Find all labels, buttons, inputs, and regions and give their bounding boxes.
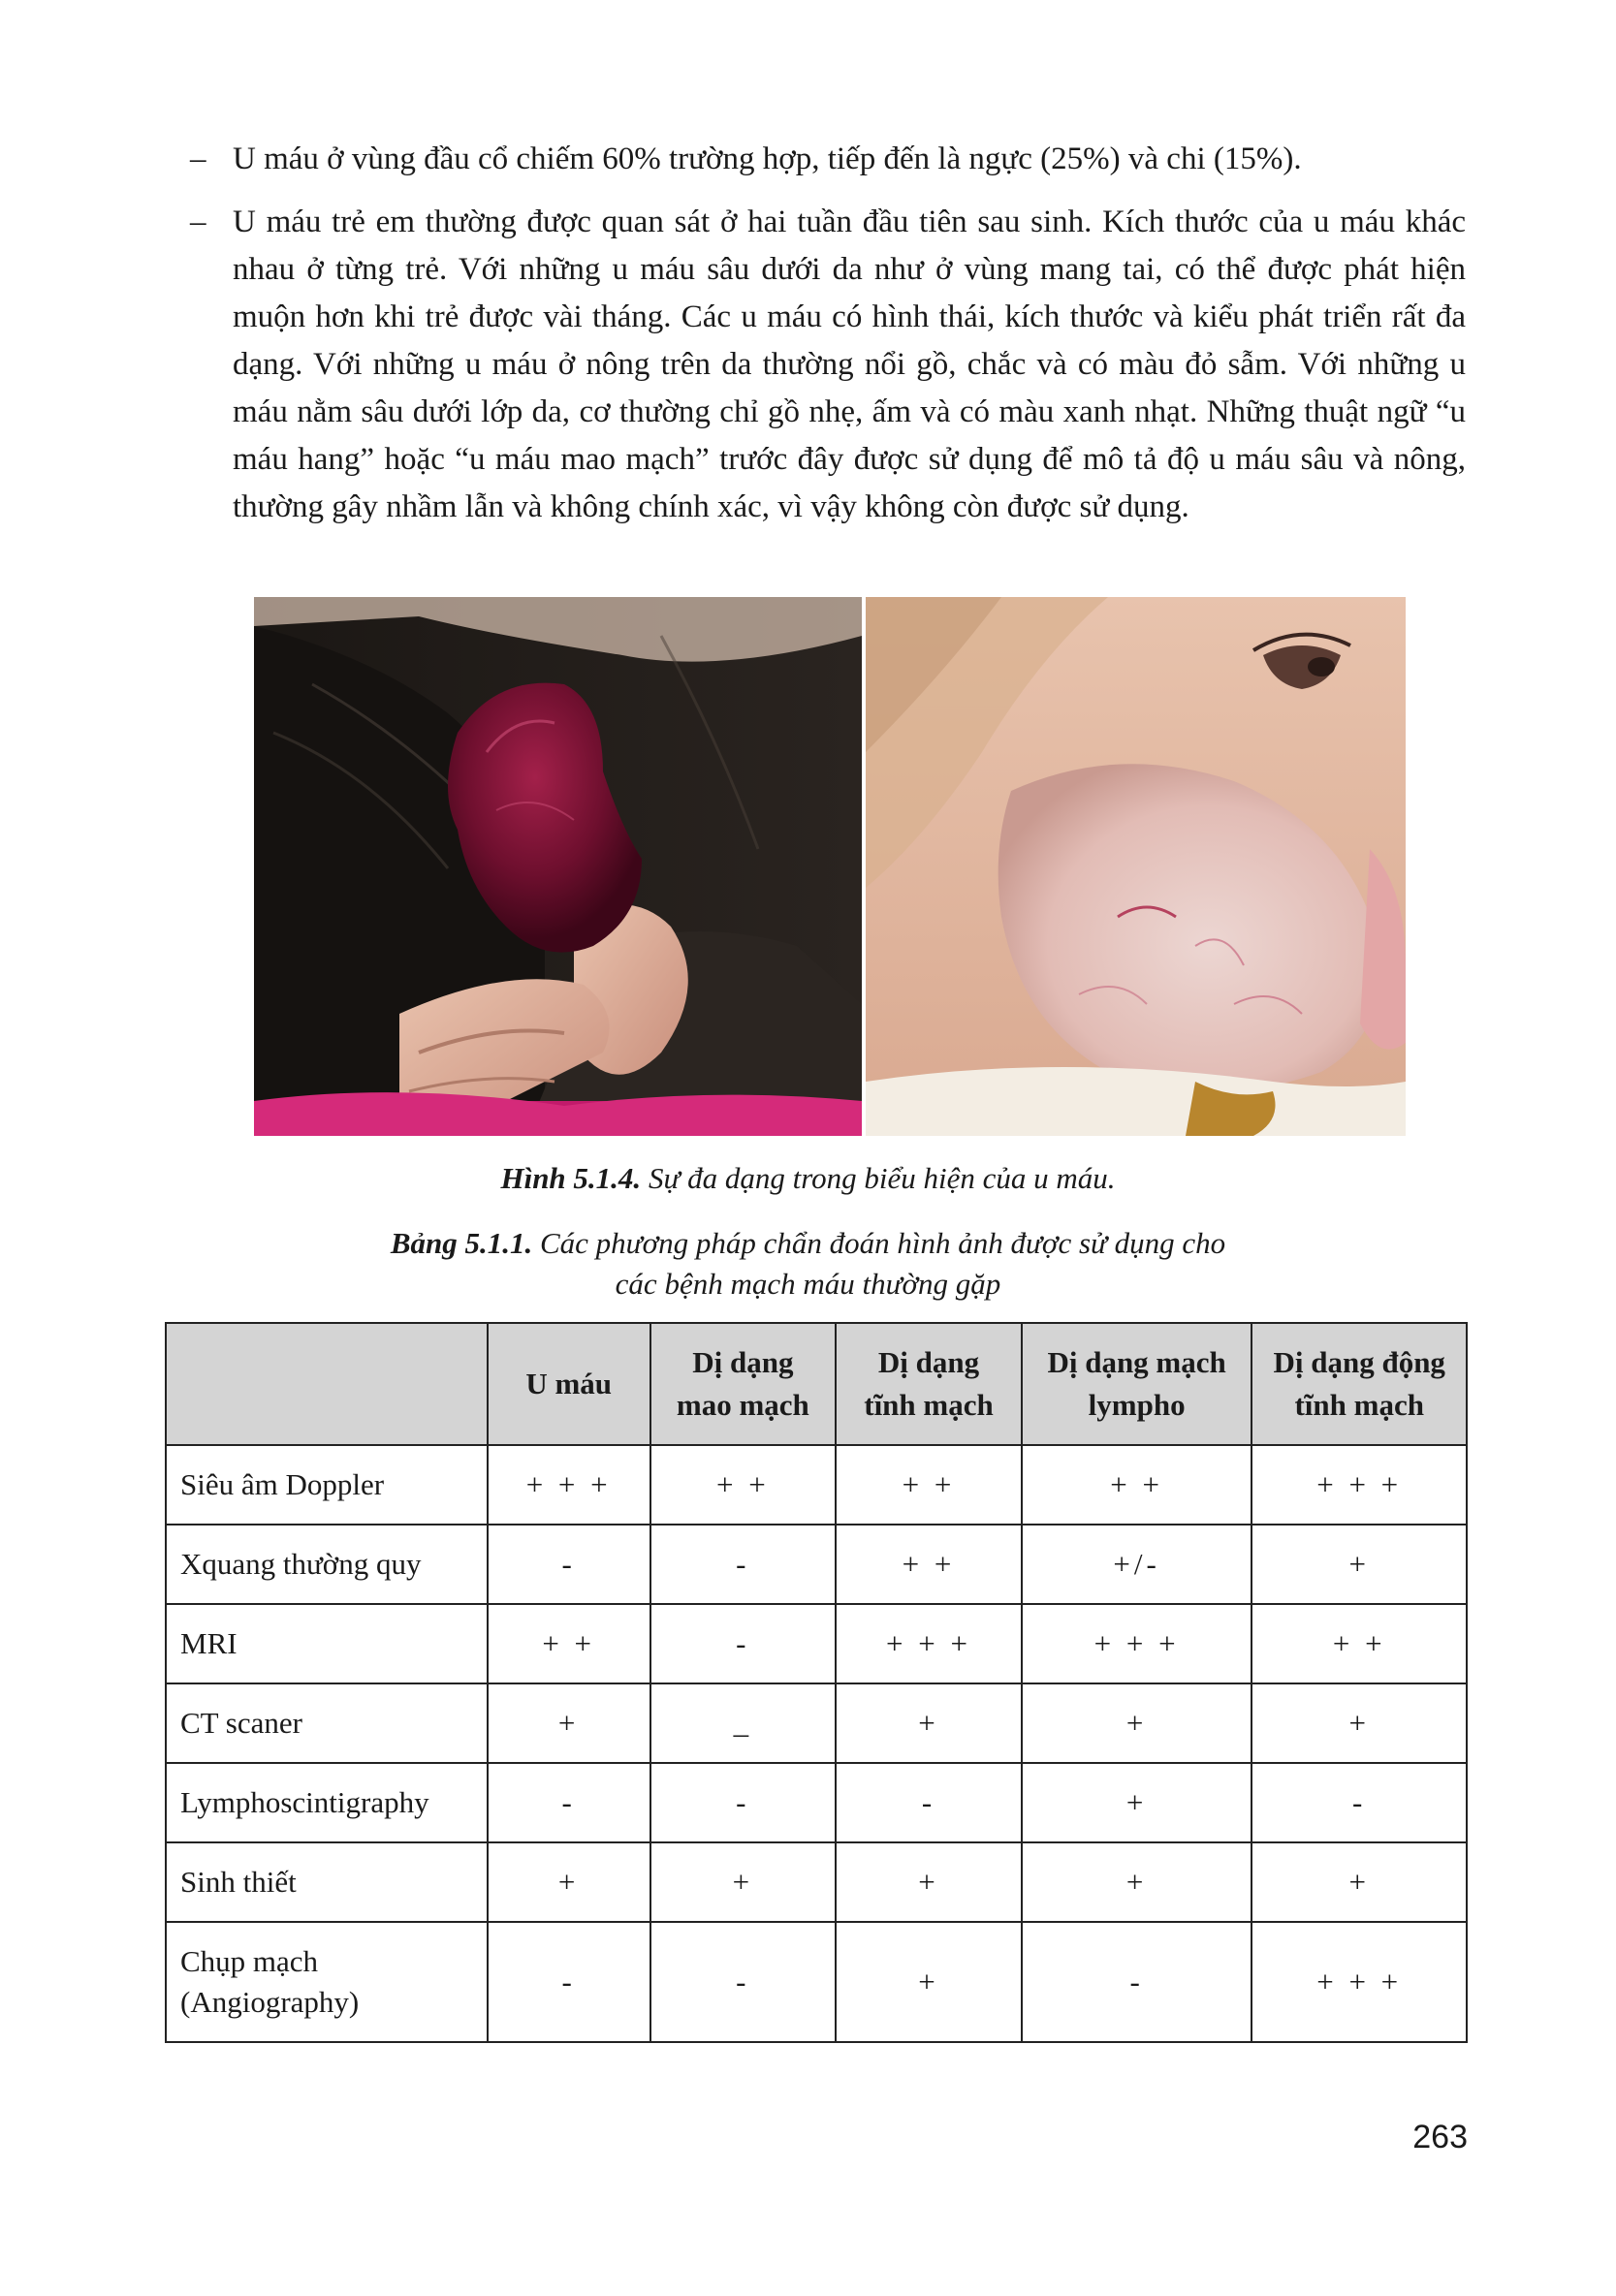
table-cell: +	[488, 1842, 650, 1922]
table-cell: +	[836, 1922, 1022, 2042]
table-row-label: Chụp mạch (Angiography)	[166, 1922, 488, 2042]
table-caption-line-1	[0, 1223, 1616, 1264]
photo-cheek-hemangioma	[866, 597, 1406, 1136]
table-caption-text-1: Các phương pháp chẩn đoán hình ảnh được sử dụng cho	[532, 1226, 1226, 1260]
table-row	[166, 1525, 1467, 1604]
table-header-cell: Dị dạng mao mạch	[650, 1323, 837, 1445]
table-row-label: Lymphoscintigraphy	[166, 1763, 488, 1842]
bullet-item	[190, 199, 1466, 531]
table-cell: -	[650, 1604, 837, 1683]
table-cell: + +	[488, 1604, 650, 1683]
table-cell: -	[488, 1922, 650, 2042]
table-cell: -	[488, 1525, 650, 1604]
table-cell: + + +	[488, 1445, 650, 1525]
photo-cheek-hemangioma-drawing	[866, 597, 1406, 1136]
table-row	[166, 1604, 1467, 1683]
table-cell: + +	[1022, 1445, 1252, 1525]
table-cell: +	[488, 1683, 650, 1763]
table-row	[166, 1763, 1467, 1842]
table-cell: +	[1252, 1525, 1467, 1604]
table-cell: _	[650, 1683, 837, 1763]
table-cell: +	[836, 1842, 1022, 1922]
table-cell: + +	[650, 1445, 837, 1525]
table-row	[166, 1445, 1467, 1525]
figure-caption-lead: Hình 5.1.4.	[500, 1161, 642, 1195]
table-cell: +	[650, 1842, 837, 1922]
table-cell: -	[488, 1763, 650, 1842]
table-caption-line-2: các bệnh mạch máu thường gặp	[615, 1267, 1001, 1301]
photo-ear-hemangioma	[254, 597, 862, 1136]
page-number: 263	[1412, 2119, 1468, 2155]
table-cell: -	[650, 1763, 837, 1842]
table-cell: +	[836, 1683, 1022, 1763]
table-header-row	[166, 1323, 1467, 1445]
table-row	[166, 1683, 1467, 1763]
table-cell: -	[836, 1763, 1022, 1842]
table-header-cell: U máu	[488, 1323, 650, 1445]
table-cell: + + +	[1022, 1604, 1252, 1683]
table-header-cell: Dị dạng tĩnh mạch	[836, 1323, 1022, 1445]
table-cell: + + +	[1252, 1445, 1467, 1525]
table-cell: + + +	[836, 1604, 1022, 1683]
table-cell: +	[1022, 1842, 1252, 1922]
diagnostic-imaging-table	[165, 1322, 1468, 2043]
table-cell: + + +	[1252, 1922, 1467, 2042]
table-row	[166, 1922, 1467, 2042]
table-cell: +/-	[1022, 1525, 1252, 1604]
table-row-label: CT scaner	[166, 1683, 488, 1763]
table-cell: -	[1022, 1922, 1252, 2042]
table-cell: -	[1252, 1763, 1467, 1842]
table-row-label: Xquang thường quy	[166, 1525, 488, 1604]
table-caption-lead: Bảng 5.1.1.	[390, 1226, 533, 1260]
table-row-label: Siêu âm Doppler	[166, 1445, 488, 1525]
bullet-dash: –	[190, 142, 206, 176]
bullet-text: U máu ở vùng đầu cổ chiếm 60% trường hợp, tiếp đến là ngực (25%) và chi (15%).	[233, 142, 1302, 176]
figure-hemangioma-photos	[254, 597, 1406, 1136]
table-cell: -	[650, 1525, 837, 1604]
table-cell: -	[650, 1922, 837, 2042]
table-cell: + +	[1252, 1604, 1467, 1683]
table-row-label: MRI	[166, 1604, 488, 1683]
photo-ear-hemangioma-drawing	[254, 597, 862, 1136]
table-cell: +	[1022, 1763, 1252, 1842]
table-row	[166, 1842, 1467, 1922]
figure-caption-text: Sự đa dạng trong biểu hiện của u máu.	[641, 1161, 1116, 1195]
table-cell: +	[1252, 1842, 1467, 1922]
body-text	[190, 136, 1466, 547]
table-cell: + +	[836, 1525, 1022, 1604]
bullet-item	[190, 136, 1466, 183]
table-header-cell	[166, 1323, 488, 1445]
table-header-cell: Dị dạng mạch lympho	[1022, 1323, 1252, 1445]
bullet-text: U máu trẻ em thường được quan sát ở hai tuần đầu tiên sau sinh. Kích thước của u máu khác nhau ở từng trẻ. Với những u máu sâu dưới da như ở vùng mang tai, có thể được phát hiện muộn hơn khi trẻ được vài tháng. Các u máu có hình thái, kích thước và kiểu phát triển rất đa dạng. Với những u máu ở nông trên da thường nổi gồ, chắc và có màu đỏ sẫm. Với những u máu nằm sâu dưới lớp da, cơ thường chỉ gồ nhẹ, ấm và có màu xanh nhạt. Những thuật ngữ “u máu hang” hoặc “u máu mao mạch” trước đây được sử dụng để mô tả độ u máu sâu và nông, thường gây nhầm lẫn và không chính xác, vì vậy không còn được sử dụng.	[233, 204, 1466, 524]
table-cell: +	[1022, 1683, 1252, 1763]
table-caption	[0, 1223, 1616, 1305]
table-row-label: Sinh thiết	[166, 1842, 488, 1922]
table-cell: + +	[836, 1445, 1022, 1525]
bullet-dash: –	[190, 204, 206, 239]
table-header-cell: Dị dạng động tĩnh mạch	[1252, 1323, 1467, 1445]
figure-caption	[0, 1159, 1616, 1198]
table-cell: +	[1252, 1683, 1467, 1763]
